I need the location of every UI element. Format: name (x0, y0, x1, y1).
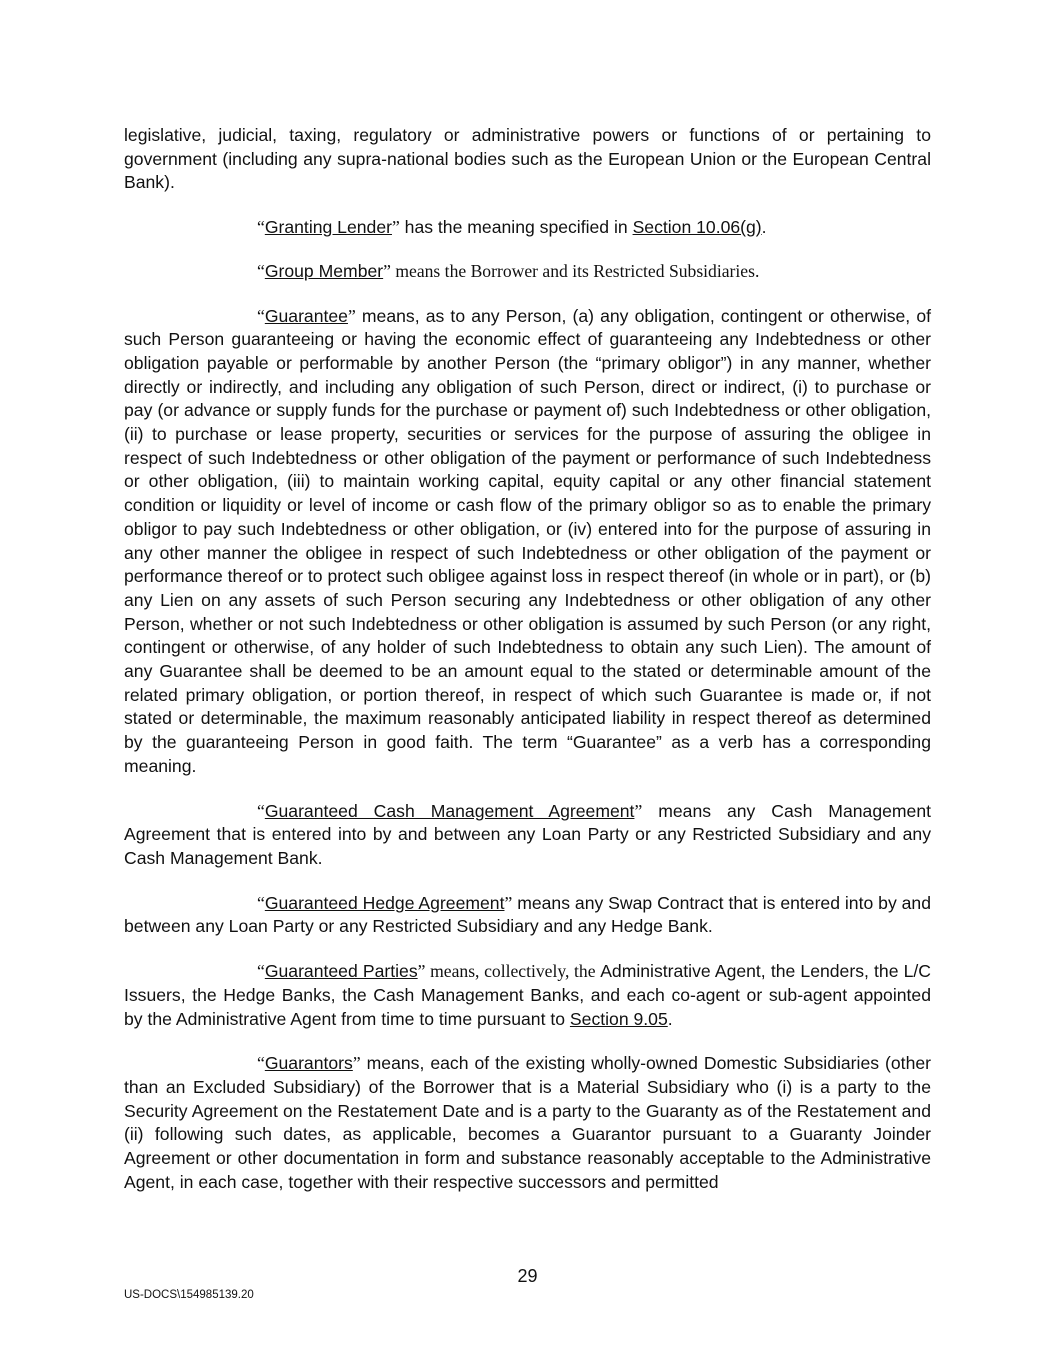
definition-text: means the Borrower and its Restricted Subsidiaries. (390, 260, 760, 281)
definition-guaranteed-parties (124, 960, 931, 1031)
definition-text: means, as to any Person, (a) any obligation, contingent or otherwise, of such Person guaranteeing or having the economic effect of guaranteeing any Indebtedness or other obligation payable or performable by another Person (the “primary obligor”) in any manner, whether directly or indirectly, and including any obligation of such Person, direct or indirect, (i) to purchase or pay (or advance or supply funds for the purchase or payment of) such Indebtedness or other obligation, (ii) to purchase or lease property, securities or services for the purpose of assuring the obligee in respect of such Indebtedness or other obligation of the payment or performance of such Indebtedness or other obligation, (iii) to maintain working capital, equity capital or any other financial statement condition or liquidity or level of income or cash flow of the primary obligor so as to enable the primary obligor to pay such Indebtedness or other obligation, or (iv) entered into for the purpose of assuring in any other manner the obligee in respect of such Indebtedness or other obligation of the payment or performance thereof or to protect such obligee against loss in respect thereof (in whole or in part), or (b) any Lien on any assets of such Person securing any Indebtedness or other obligation of any other Person, whether or not such Indebtedness or other obligation is assumed by such Person (or any right, contingent or otherwise, of any holder of such Indebtedness to obtain any such Lien). The amount of any Guarantee shall be deemed to be an amount equal to the stated or determinable amount of the related primary obligation, or portion thereof, in respect of which such Guarantee is made or, if not stated or determinable, the maximum reasonably anticipated liability in respect thereof as determined by the guaranteeing Person in good faith. The term “Guarantee” as a verb has a corresponding meaning. (124, 305, 931, 776)
definition-text: has the meaning specified in (399, 217, 633, 238)
definition-text-end: . (667, 1008, 673, 1029)
section-reference: Section 9.05 (569, 1008, 668, 1029)
definition-text: means any Swap Contract that is entered into by and between any Loan Party or any Restricted Subsidiary and any Hedge Bank. (124, 892, 931, 937)
defined-term: Guaranteed Hedge Agreement (264, 892, 505, 913)
open-quote: “ (257, 961, 265, 982)
close-quote: ” (347, 305, 356, 326)
open-quote: “ (257, 892, 265, 913)
close-quote: ” (383, 260, 391, 281)
open-quote: “ (257, 1053, 265, 1074)
open-quote: “ (257, 800, 265, 821)
close-quote: ” (504, 892, 513, 913)
definition-text: means any Cash Management Agreement that is entered into by and between any Loan Party or any Restricted Subsidiary and any Cash Management Bank. (124, 800, 931, 868)
close-quote: ” (417, 961, 426, 982)
section-reference: Section 10.06(g) (632, 217, 762, 238)
defined-term: Guaranteed Cash Management Agreement (264, 800, 635, 821)
definition-guarantors (124, 1052, 931, 1194)
defined-term: Group Member (264, 260, 384, 281)
definition-guarantee (124, 305, 931, 779)
defined-term: Guarantee (264, 305, 348, 326)
definition-guaranteed-cash-management-agreement (124, 800, 931, 871)
definition-text: Administrative Agent, the Lenders, the L/C Issuers, the Hedge Banks, the Cash Management Banks, and each co-agent or sub-agent appointed by the Administrative Agent from time to time pursuant to (124, 961, 931, 1029)
close-quote: ” (391, 217, 400, 238)
open-quote: “ (257, 305, 265, 326)
intro-paragraph: legislative, judicial, taxing, regulatory or administrative powers or functions of or pertaining to government (including any supra-national bodies such as the European Union or the European Central Bank). (124, 125, 931, 193)
definition-group-member (124, 260, 931, 284)
close-quote: ” (352, 1053, 361, 1074)
open-quote: “ (257, 260, 265, 281)
defined-term: Granting Lender (264, 217, 392, 238)
definition-granting-lender (124, 216, 931, 240)
close-quote: ” (634, 800, 643, 821)
definition-guaranteed-hedge-agreement (124, 892, 931, 939)
defined-term: Guaranteed Parties (264, 961, 418, 982)
definition-text-end: . (761, 217, 767, 238)
defined-term: Guarantors (264, 1053, 353, 1074)
document-id: US-DOCS\154985139.20 (124, 1289, 254, 1301)
page-number: 29 (517, 1266, 538, 1286)
definition-text: means, each of the existing wholly-owned Domestic Subsidiaries (other than an Excluded Subsidiary) of the Borrower that is a Material Subsidiary who (i) is a party to the Security Agreement on the Restatement Date and is a party to the Guaranty as of the Restatement and (ii) following such dates, as applicable, becomes a Guarantor pursuant to a Guaranty Joinder Agreement or other documentation in form and substance reasonably acceptable to the Administrative Agent, in each case, together with their respective successors and permitted (124, 1053, 931, 1192)
definition-text-serif: means, collectively, the (425, 961, 601, 982)
document-body (124, 124, 931, 1194)
open-quote: “ (257, 217, 265, 238)
